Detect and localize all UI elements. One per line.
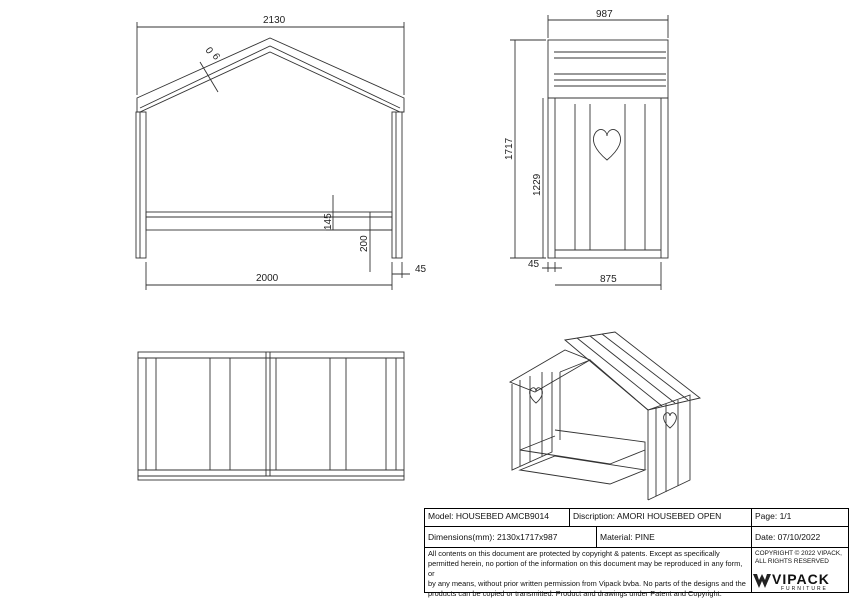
isometric-view: [510, 332, 700, 500]
brand-name: VIPACK: [772, 571, 830, 587]
vipack-logo-icon: [752, 571, 772, 591]
material-cell: Material: PINE: [597, 527, 752, 548]
dim-side-width-top: 987: [596, 9, 613, 20]
notice-line: products can be copied or transmitted. Product and drawings under Patent and Copyright.: [428, 589, 722, 598]
dim-slat-height: 145: [323, 213, 334, 230]
rights-line: ALL RIGHTS RESERVED: [755, 558, 829, 565]
notice-line: All contents on this document are protected by copyright & patents. Except as specifically: [428, 549, 720, 558]
side-view: [510, 15, 668, 290]
page-cell: Page: 1/1: [752, 509, 848, 527]
brand-subtitle: FURNITURE: [781, 586, 828, 592]
dim-side-height-total: 1717: [504, 137, 515, 160]
dim-front-width-top: 2130: [263, 15, 286, 26]
dimensions-cell: Dimensions(mm): 2130x1717x987: [425, 527, 597, 548]
dim-rail-height: 200: [359, 235, 370, 252]
notice-line: by any means, without prior written permission from Vipack bvba. No parts of the designs and the: [428, 579, 746, 588]
description-cell: Discription: AMORI HOUSEBED OPEN: [570, 509, 752, 527]
dim-roof-thickness-2: 6: [209, 51, 222, 63]
dim-side-width-bottom: 875: [600, 274, 617, 285]
dim-side-height-inner: 1229: [532, 173, 543, 196]
copyright-line: COPYRIGHT © 2022 VIPACK,: [755, 550, 842, 557]
top-view: [138, 352, 404, 480]
dim-front-length-bottom: 2000: [256, 273, 279, 284]
model-cell: Model: HOUSEBED AMCB9014: [425, 509, 570, 527]
dim-side-post-width: 45: [528, 259, 540, 270]
notice-line: permitted herein, no portion of the information on this document may be reproduced in any form, or: [428, 559, 743, 578]
copyright-notice: [425, 548, 752, 598]
dim-post-width: 45: [415, 264, 427, 275]
dim-roof-thickness: 0: [202, 45, 215, 57]
date-cell: Date: 07/10/2022: [752, 527, 848, 548]
